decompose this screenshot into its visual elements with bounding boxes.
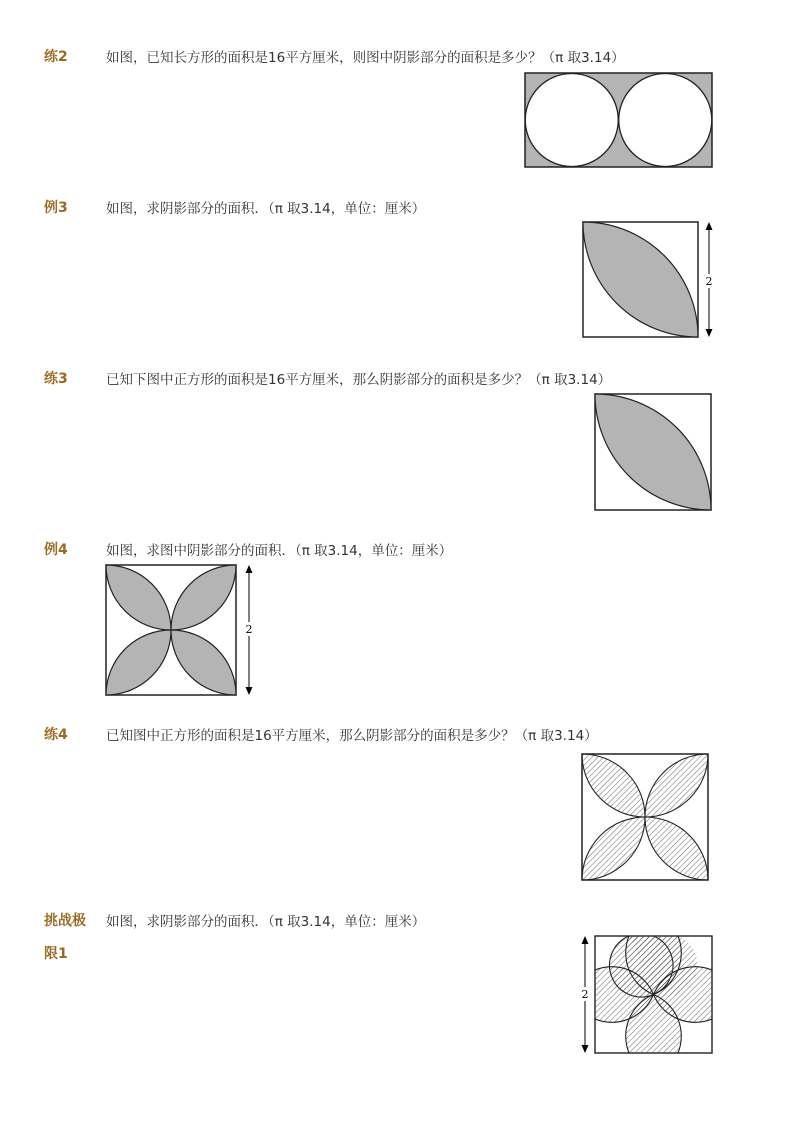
figure-two-circles-rectangle: [524, 72, 714, 169]
problem-label-lian2: 练2: [44, 49, 68, 65]
problem-text-challenge: 如图，求阴影部分的面积．（π 取3.14，单位：厘米）: [106, 914, 426, 930]
dimension-label: 2: [581, 988, 589, 1001]
problem-text-lian2: 如图，已知长方形的面积是16平方厘米，则图中阴影部分的面积是多少？（π 取3.14）: [106, 50, 625, 66]
problem-text-lian4: 已知图中正方形的面积是16平方厘米，那么阴影部分的面积是多少？（π 取3.14）: [106, 728, 598, 744]
problem-label-lian3: 练3: [44, 371, 68, 387]
dimension-label: 2: [245, 623, 253, 636]
figure-leaf-square: [594, 393, 714, 513]
figure-leaf-square-dim: [582, 220, 722, 342]
figure-four-petal-hatched: [580, 752, 712, 882]
dimension-label: 2: [705, 275, 713, 288]
problem-text-li3: 如图，求阴影部分的面积．（π 取3.14，单位：厘米）: [106, 201, 426, 217]
problem-label-li4: 例4: [44, 542, 68, 558]
problem-text-li4: 如图，求图中阴影部分的面积．（π 取3.14，单位：厘米）: [106, 543, 453, 559]
problem-label-challenge-line1: 挑战极: [44, 913, 86, 929]
problem-label-challenge-line2: 限1: [44, 946, 68, 962]
figure-rotated-petals-dim: [578, 934, 716, 1056]
problem-label-lian4: 练4: [44, 727, 68, 743]
problem-label-li3: 例3: [44, 200, 68, 216]
figure-four-petal-square-dim: [104, 563, 264, 697]
problem-text-lian3: 已知下图中正方形的面积是16平方厘米，那么阴影部分的面积是多少？（π 取3.14）: [106, 372, 612, 388]
